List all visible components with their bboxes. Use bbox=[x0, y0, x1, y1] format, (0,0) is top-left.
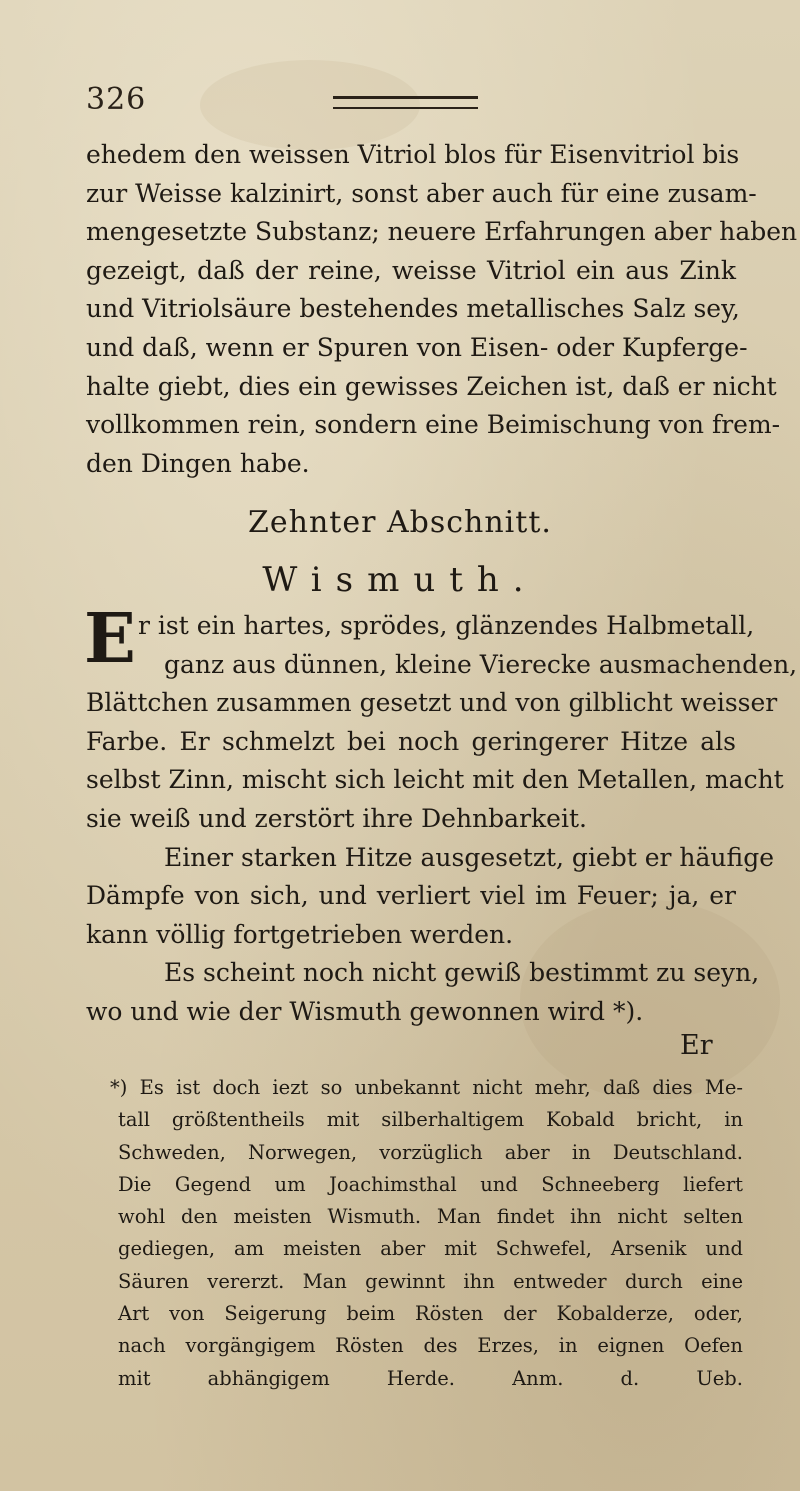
footnote-line: Art von Seigerung beim Rösten der Kobalderze, oder, bbox=[118, 1302, 743, 1326]
footnote bbox=[110, 1072, 743, 1395]
text-line: Es scheint noch nicht gewiß bestimmt zu seyn, bbox=[164, 958, 760, 988]
paragraph-1 bbox=[86, 136, 798, 483]
text-line: kann völlig fortgetrieben werden. bbox=[86, 919, 514, 949]
text-line: ganz aus dünnen, kleine Vierecke ausmachenden, bbox=[164, 649, 798, 679]
footnote-line: wohl den meisten Wismuth. Man findet ihn nicht selten bbox=[118, 1205, 743, 1229]
footnote-line: *) Es ist doch iezt so unbekannt nicht mehr, daß dies Me- bbox=[110, 1076, 743, 1099]
footnote-line: tall größtentheils mit silberhaltigem Kobald bricht, in bbox=[118, 1108, 743, 1132]
text-line: halte giebt, dies ein gewisses Zeichen ist, daß er nicht bbox=[86, 371, 777, 401]
text-line: ehedem den weissen Vitriol blos für Eisenvitriol bis bbox=[86, 140, 740, 169]
text-line: gezeigt, daß der reine, weisse Vitriol ein aus Zink bbox=[86, 255, 736, 285]
footnote-line: Schweden, Norwegen, vorzüglich aber in Deutschland. bbox=[118, 1140, 743, 1164]
text-line: sie weiß und zerstört ihre Dehnbarkeit. bbox=[86, 803, 587, 833]
text-line: wo und wie der Wismuth gewonnen wird *). bbox=[86, 996, 644, 1026]
text-line: Blättchen zusammen gesetzt und von gilblicht weisser bbox=[86, 688, 778, 718]
catchword: Er bbox=[680, 1030, 713, 1061]
section-title: Zehnter Abschnitt. bbox=[248, 505, 552, 540]
section-subtitle: Wismuth. bbox=[262, 560, 538, 600]
text-line: Farbe. Er schmelzt bei noch geringerer Hitze als bbox=[86, 726, 736, 756]
footnote-line: Säuren vererzt. Man gewinnt ihn entweder durch eine bbox=[118, 1269, 743, 1293]
text-line: vollkommen rein, sondern eine Beimischung von frem- bbox=[86, 410, 781, 440]
text-line: Einer starken Hitze ausgesetzt, giebt er häufige bbox=[164, 842, 774, 872]
text-line: den Dingen habe. bbox=[86, 448, 310, 478]
footnote-line: Die Gegend um Joachimsthal und Schneeberg liefert bbox=[118, 1172, 743, 1196]
page-number: 326 bbox=[86, 82, 147, 117]
paragraph-2 bbox=[84, 599, 798, 1032]
text-line: und Vitriolsäure bestehendes metallisches Salz sey, bbox=[86, 294, 740, 324]
footnote-line: gediegen, am meisten aber mit Schwefel, Arsenik und bbox=[118, 1237, 743, 1261]
footnote-line: nach vorgängigem Rösten des Erzes, in eignen Oefen bbox=[118, 1334, 743, 1358]
text-line: und daß, wenn er Spuren von Eisen- oder Kupferge- bbox=[86, 332, 748, 362]
drop-cap: E bbox=[84, 599, 136, 679]
text-line: r ist ein hartes, sprödes, glänzendes Halbmetall, bbox=[138, 611, 755, 640]
text-line: Dämpfe von sich, und verliert viel im Feuer; ja, er bbox=[86, 881, 736, 911]
text-line: zur Weisse kalzinirt, sonst aber auch für eine zusam- bbox=[86, 178, 757, 208]
text-line: mengesetzte Substanz; neuere Erfahrungen aber haben bbox=[86, 217, 798, 247]
footnote-line: mit abhängigem Herde. Anm. d. Ueb. bbox=[118, 1366, 743, 1390]
text-line: selbst Zinn, mischt sich leicht mit den Metallen, macht bbox=[86, 765, 784, 795]
header-rule bbox=[333, 96, 478, 109]
